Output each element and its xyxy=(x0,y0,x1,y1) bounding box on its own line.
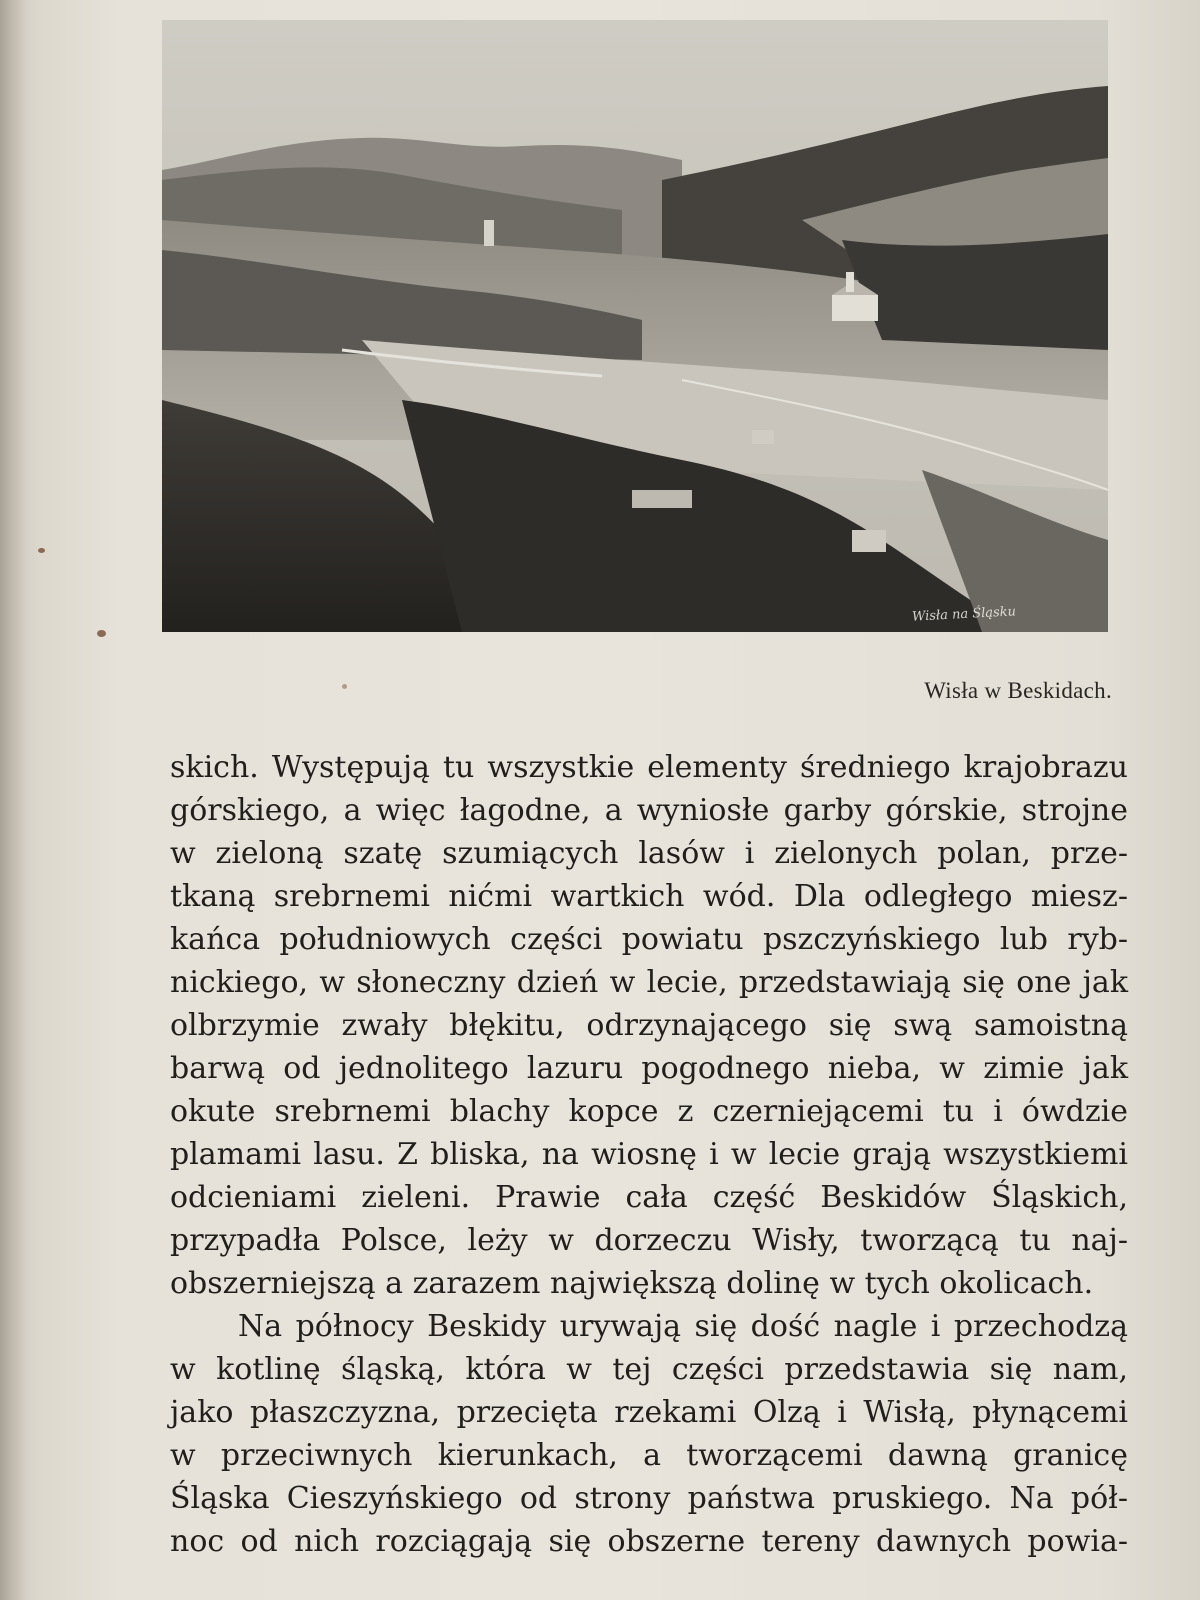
text-line: jako płaszczyzna, przecięta rzekami Olzą i Wisłą, płynącemi xyxy=(170,1395,1128,1430)
text-line: Śląska Cieszyńskiego od strony państwa pruskiego. Na pół- xyxy=(170,1481,1128,1516)
text-line: skich. Występują tu wszystkie elementy średniego krajobrazu xyxy=(170,750,1128,785)
text-line: plamami lasu. Z bliska, na wiosnę i w lecie grają wszystkiemi xyxy=(170,1137,1128,1172)
text-line: tkaną srebrnemi nićmi wartkich wód. Dla odległego miesz- xyxy=(170,879,1128,914)
paper-stain xyxy=(342,684,347,689)
text-line: przypadła Polsce, leży w dorzeczu Wisły, tworzącą tu naj- xyxy=(170,1223,1128,1258)
photo-caption: Wisła w Beskidach. xyxy=(924,678,1112,703)
text-line: Na północy Beskidy urywają się dość nagle i przechodzą xyxy=(238,1309,1128,1344)
text-line: okute srebrnemi blachy kopce z czerniejącemi tu i ówdzie xyxy=(170,1094,1128,1129)
text-line: noc od nich rozciągają się obszerne tereny dawnych powia- xyxy=(170,1524,1128,1559)
landscape-photo xyxy=(162,20,1108,632)
landscape-photo-icon xyxy=(162,20,1108,632)
book-spine-shadow xyxy=(0,0,26,1600)
paper-stain xyxy=(38,548,45,553)
paper-stain xyxy=(97,630,106,637)
text-line: odcieniami zieleni. Prawie cała część Beskidów Śląskich, xyxy=(170,1180,1128,1215)
text-line: w przeciwnych kierunkach, a tworzącemi dawną granicę xyxy=(170,1438,1128,1473)
text-line: obszerniejszą a zarazem największą dolinę w tych okolicach. xyxy=(170,1266,1094,1301)
body-text xyxy=(170,746,1128,1563)
text-line: barwą od jednolitego lazuru pogodnego nieba, w zimie jak xyxy=(170,1051,1128,1086)
text-line: olbrzymie zwały błękitu, odrzynającego się swą samoistną xyxy=(170,1008,1128,1043)
photo-inscription: Wisła na Śląsku xyxy=(911,604,1017,625)
text-line: nickiego, w słoneczny dzień w lecie, przedstawiają się one jak xyxy=(170,965,1128,1000)
text-line: w zieloną szatę szumiących lasów i zielonych polan, prze- xyxy=(170,836,1128,871)
text-line: w kotlinę śląską, która w tej części przedstawia się nam, xyxy=(170,1352,1128,1387)
text-line: górskiego, a więc łagodne, a wyniosłe garby górskie, strojne xyxy=(170,793,1128,828)
text-line: kańca południowych części powiatu pszczyńskiego lub ryb- xyxy=(170,922,1128,957)
